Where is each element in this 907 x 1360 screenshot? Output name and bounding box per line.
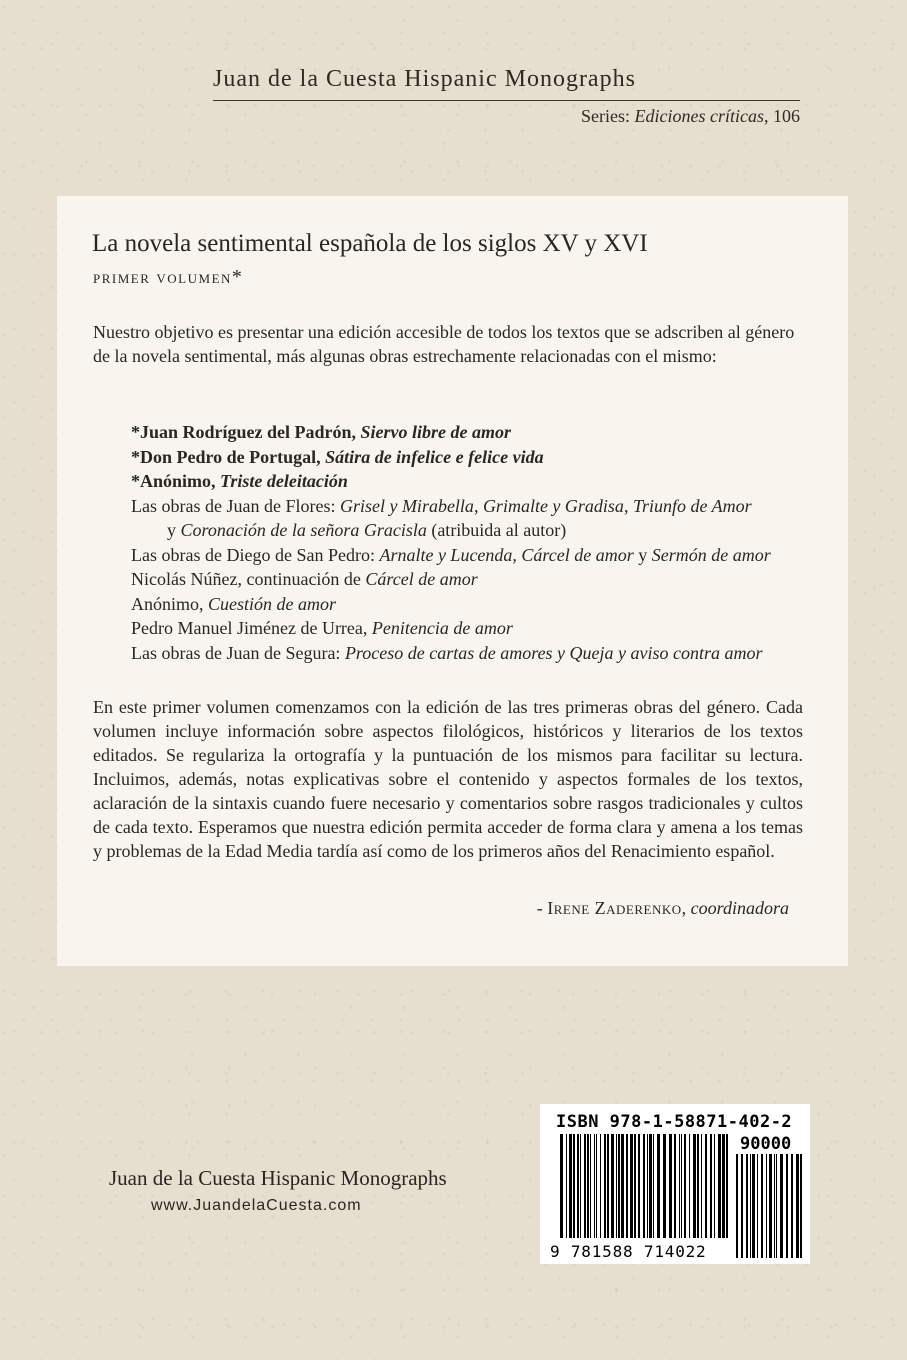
barcode-bar xyxy=(580,1134,581,1238)
barcode-bar xyxy=(689,1134,690,1238)
barcode-bar xyxy=(621,1134,624,1238)
barcode-bar xyxy=(634,1134,636,1238)
list-item: Las obras de Diego de San Pedro: Arnalte y Lucenda, Cárcel de amor y Sermón de amor xyxy=(131,544,771,565)
series-prefix: Series: xyxy=(581,106,631,126)
list-item xyxy=(131,616,811,641)
barcode-bar xyxy=(573,1134,575,1238)
barcode-bar xyxy=(607,1134,609,1238)
work-title: Proceso de cartas de amores y Queja y aviso contra amor xyxy=(344,642,763,663)
barcode-bar xyxy=(560,1134,563,1238)
series-name: Ediciones críticas xyxy=(634,106,764,126)
volume-label xyxy=(93,266,243,289)
footer-publisher: Juan de la Cuesta Hispanic Monographs xyxy=(109,1166,447,1190)
work-title: Siervo libre de amor xyxy=(360,422,512,442)
barcode-digits: 9 781588 714022 xyxy=(550,1242,707,1261)
work-title: Cárcel de amor xyxy=(365,569,478,589)
barcode-bar xyxy=(681,1134,682,1238)
work-title: Coronación de la señora Gracisla xyxy=(180,520,427,540)
barcode-bar xyxy=(653,1134,654,1238)
work-title: Arnalte y Lucenda, Cárcel de amor xyxy=(379,544,634,565)
barcode-bar xyxy=(718,1134,721,1238)
work-title: Sermón de amor xyxy=(651,544,771,565)
book-title: La novela sentimental española de los siglos XV y XVI xyxy=(92,230,648,257)
barcode-bar xyxy=(761,1154,763,1258)
list-item xyxy=(131,469,811,494)
signature-role: coordinadora xyxy=(690,898,789,918)
work-prefix: Las obras de Juan de Segura: xyxy=(131,642,341,663)
barcode-bar xyxy=(736,1154,738,1258)
barcode-bar xyxy=(780,1154,783,1258)
list-item: Las obras de Juan de Flores: Grisel y Mirabella, Grimalte y Gradisa, Triunfo de Amor xyxy=(131,495,752,516)
work-prefix: Las obras de Juan de Flores: xyxy=(131,495,336,516)
series-line xyxy=(581,106,800,127)
barcode-bar xyxy=(766,1154,767,1258)
header-divider xyxy=(213,100,800,101)
volume-text: primer volumen xyxy=(93,267,232,287)
description-paragraph: En este primer volumen comenzamos con la edición de las tres primeras obras del género. Cada volumen incluye información sobre aspectos filológicos, históricos y literarios de los textos editados. Se regulariza la ortografía y la puntuación de los mismos para facilitar su lectura. Incluimos, además, notas explicativas sobre el contenido y aspectos formales de los textos, aclaración de la sintaxis cuando fuere necesario y comentarios sobre rasgos tradicionales y cultos de cada texto. Esperamos que nuestra edición permita acceder de forma clara y amena a los temas y problemas de la Edad Media tardía así como de los primeros años del Renacimiento español. xyxy=(93,697,803,861)
barcode-bar xyxy=(616,1134,617,1238)
barcode-bar xyxy=(669,1134,672,1238)
work-author: *Anónimo, xyxy=(131,471,216,491)
barcode-bar xyxy=(577,1134,579,1238)
barcode-bar xyxy=(649,1134,652,1238)
barcode-bar xyxy=(693,1134,696,1238)
work-title: Triste deleitación xyxy=(220,471,348,491)
barcode-bar xyxy=(600,1134,601,1238)
barcode-bars xyxy=(560,1134,728,1238)
series-title: Juan de la Cuesta Hispanic Monographs xyxy=(213,66,636,92)
barcode-bar xyxy=(757,1154,758,1258)
barcode-bar xyxy=(796,1154,799,1258)
barcode-bar xyxy=(657,1134,660,1238)
volume-asterisk: * xyxy=(231,266,244,288)
barcode-bar xyxy=(596,1134,597,1238)
barcode-bar xyxy=(786,1154,788,1258)
barcode-bar xyxy=(604,1134,606,1238)
signature-name: Irene Zaderenko xyxy=(547,898,682,918)
signature: - Irene Zaderenko, coordinadora xyxy=(536,898,789,918)
barcode-bar xyxy=(791,1154,793,1258)
barcode-bar xyxy=(611,1134,614,1238)
barcode-bar xyxy=(569,1134,572,1238)
series-number: , 106 xyxy=(764,106,800,126)
barcode-bar xyxy=(590,1134,591,1238)
barcode-bar xyxy=(663,1134,666,1238)
barcode-bar xyxy=(722,1134,725,1238)
intro-paragraph: Nuestro objetivo es presentar una edición accesible de todos los textos que se adscriben al género de la novela sentimental, más algunas obras estrechamente relacionadas con el mismo: xyxy=(93,322,795,366)
work-title: Sátira de infelice e felice vida xyxy=(325,446,544,467)
work-title: Penitencia de amor xyxy=(371,618,513,638)
barcode-bar xyxy=(750,1154,751,1258)
barcode-addon-bars xyxy=(736,1154,804,1258)
work-author: *Don Pedro de Portugal, xyxy=(131,446,321,467)
works-list xyxy=(131,420,811,665)
barcode-bar xyxy=(701,1134,702,1238)
work-prefix: Las obras de Diego de San Pedro: xyxy=(131,544,375,565)
list-item xyxy=(131,592,811,617)
list-item-continuation: y Coronación de la señora Gracisla (atribuida al autor) xyxy=(167,520,567,540)
work-title: Grisel y Mirabella xyxy=(339,495,474,516)
list-item xyxy=(131,420,811,445)
barcode-bar xyxy=(697,1134,699,1238)
barcode-bar xyxy=(566,1134,567,1238)
barcode-bar xyxy=(684,1134,686,1238)
barcode-bar xyxy=(746,1154,748,1258)
barcode-bar xyxy=(741,1154,743,1258)
work-title: Grimalte y Gradisa xyxy=(482,495,624,516)
barcode-bar xyxy=(679,1134,680,1238)
barcode-bar xyxy=(626,1134,628,1238)
list-item xyxy=(131,567,811,592)
barcode-bar xyxy=(752,1154,755,1258)
barcode-bar xyxy=(705,1134,707,1238)
barcode-bar xyxy=(776,1154,777,1258)
barcode-bar xyxy=(726,1134,728,1238)
barcode-bar xyxy=(769,1154,772,1258)
barcode-bar xyxy=(584,1134,586,1238)
barcode-bar xyxy=(710,1134,712,1238)
isbn-barcode xyxy=(540,1104,810,1264)
barcode-bar xyxy=(638,1134,640,1238)
barcode-bar xyxy=(643,1134,645,1238)
barcode-bar xyxy=(618,1134,620,1238)
work-title: Triunfo de Amor xyxy=(632,495,752,516)
work-prefix: Pedro Manuel Jiménez de Urrea, xyxy=(131,618,368,638)
barcode-bar xyxy=(647,1134,648,1238)
barcode-bar xyxy=(774,1154,775,1258)
list-item xyxy=(131,641,811,666)
publisher-url: www.JuandelaCuesta.com xyxy=(151,1197,362,1214)
work-prefix: Anónimo, xyxy=(131,593,204,614)
work-title: Cuestión de amor xyxy=(208,593,337,614)
barcode-addon-digits: 90000 xyxy=(740,1134,792,1154)
work-prefix: Nicolás Núñez, continuación de xyxy=(131,569,361,589)
barcode-bar xyxy=(800,1154,802,1258)
isbn-label: ISBN 978-1-58871-402-2 xyxy=(556,1112,793,1132)
list-item xyxy=(131,445,811,470)
barcode-bar xyxy=(594,1134,595,1238)
barcode-bar xyxy=(587,1134,589,1238)
barcode-bar xyxy=(714,1134,715,1238)
barcode-bar xyxy=(630,1134,633,1238)
barcode-bar xyxy=(674,1134,676,1238)
work-author: *Juan Rodríguez del Padrón, xyxy=(131,422,357,442)
